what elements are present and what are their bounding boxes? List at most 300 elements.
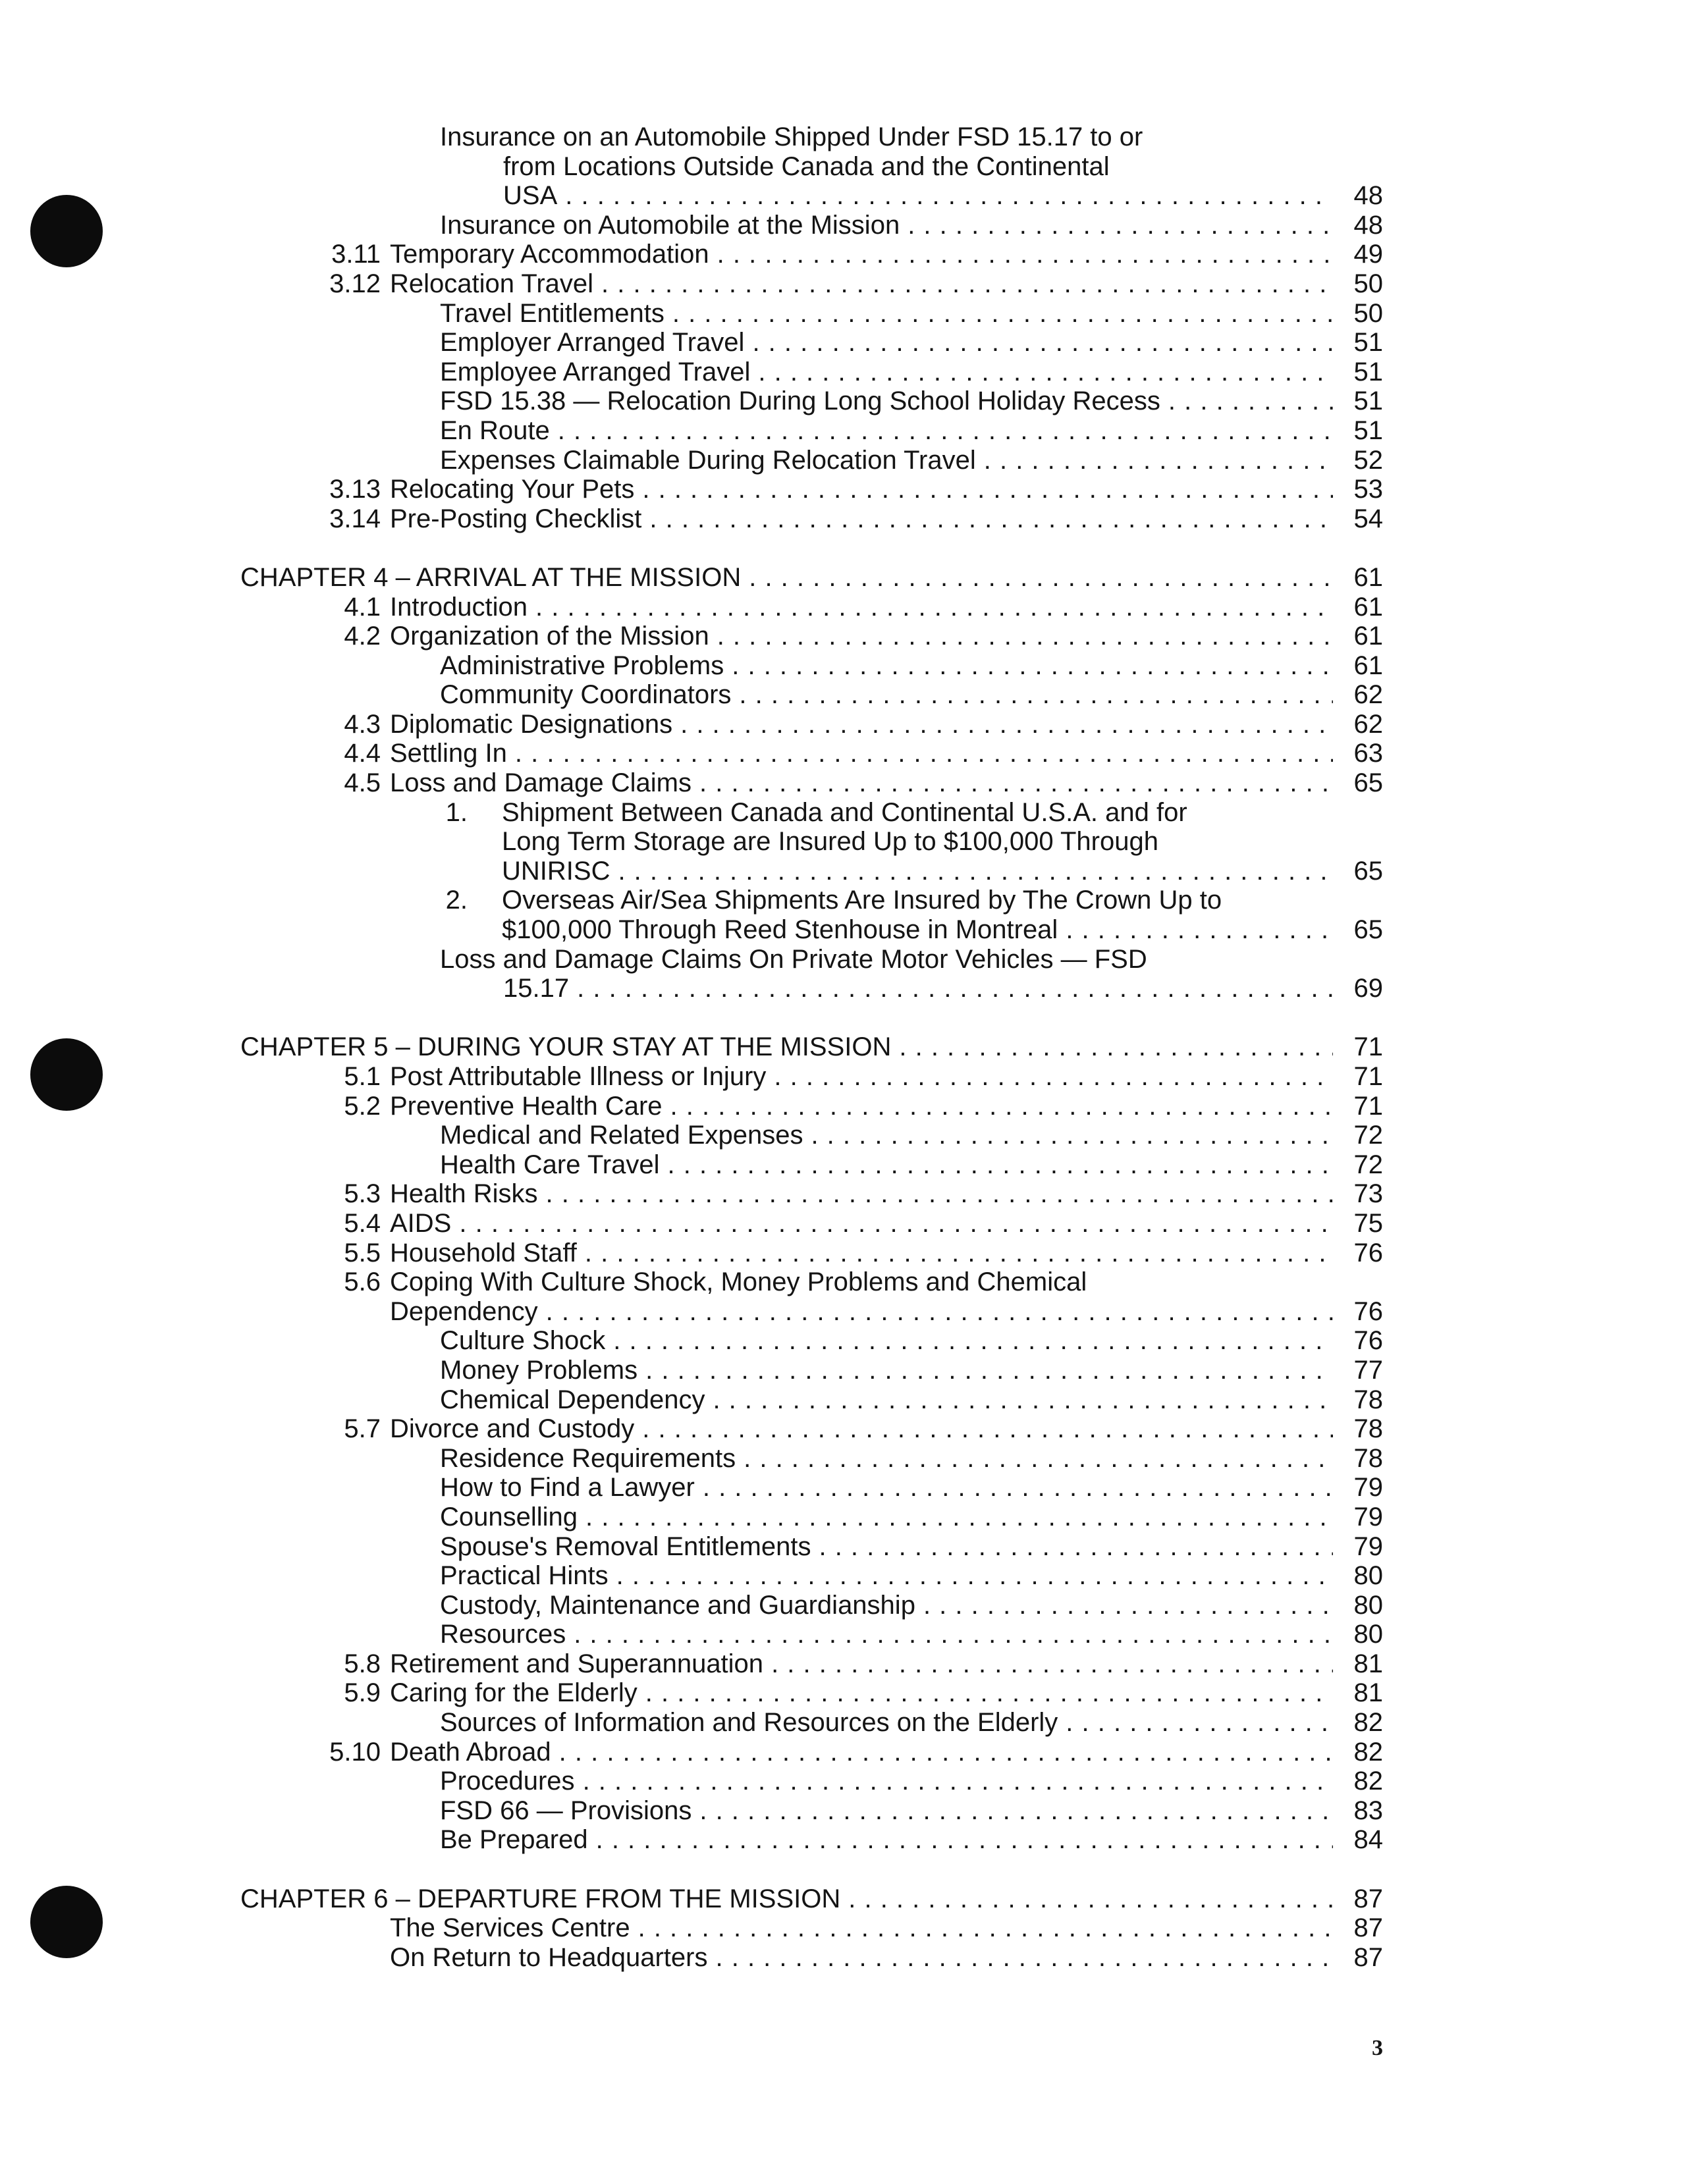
toc-entry <box>440 1356 1333 1385</box>
toc-page-number: 71 <box>1353 1032 1383 1062</box>
dot-leader <box>609 1561 1333 1591</box>
toc-entry-title: Loss and Damage Claims On Private Motor Vehicles — FSD <box>440 944 1147 974</box>
toc-entry <box>240 1884 1333 1914</box>
toc-row <box>0 211 1682 240</box>
toc-page-number: 51 <box>1353 386 1383 416</box>
toc-entry-title: Residence Requirements <box>440 1443 736 1473</box>
toc-section-number: 3.12 <box>329 269 381 298</box>
toc-entry <box>390 593 1333 622</box>
toc-row <box>0 1796 1682 1826</box>
toc-page-number: 76 <box>1353 1326 1383 1356</box>
toc-page-number: 80 <box>1353 1590 1383 1620</box>
toc-page-number: 62 <box>1353 709 1383 739</box>
toc-page-number: 52 <box>1353 445 1383 475</box>
toc-section-number: 5.2 <box>344 1091 381 1121</box>
toc-row <box>0 122 1682 152</box>
toc-entry <box>440 1121 1333 1150</box>
dot-leader <box>569 974 1333 1003</box>
toc-entry-title: How to Find a Lawyer <box>440 1473 695 1503</box>
toc-row <box>0 1092 1682 1121</box>
toc-page-number: 63 <box>1353 739 1383 768</box>
toc-section-number: 5.3 <box>344 1179 381 1209</box>
toc-entry <box>390 1092 1333 1121</box>
dot-leader <box>575 1767 1333 1796</box>
dot-leader <box>659 1150 1333 1180</box>
toc-section-number: 5.7 <box>344 1414 381 1444</box>
toc-row <box>0 1708 1682 1738</box>
dot-leader <box>634 475 1333 504</box>
toc-entry-title: Money Problems <box>440 1355 638 1385</box>
toc-entry <box>440 680 1333 710</box>
toc-entry <box>440 1532 1333 1562</box>
toc-entry-title: FSD 15.38 — Relocation During Long School Holiday Recess <box>440 386 1160 416</box>
toc-entry <box>440 1591 1333 1620</box>
toc-row <box>0 504 1682 534</box>
toc-entry-title: Household Staff <box>390 1238 577 1267</box>
toc-page-number: 61 <box>1353 622 1383 651</box>
toc-section-number: 5.10 <box>329 1737 381 1767</box>
toc-entry <box>390 1179 1333 1209</box>
toc-page-number: 75 <box>1353 1208 1383 1238</box>
toc-row <box>0 328 1682 358</box>
toc-entry-title: Culture Shock <box>440 1326 606 1356</box>
toc-entry <box>440 1767 1333 1796</box>
dot-leader <box>638 1356 1333 1385</box>
toc-entry <box>502 798 1187 828</box>
toc-entry <box>390 1913 1333 1943</box>
toc-entry <box>240 1032 1333 1062</box>
toc-entry <box>440 1385 1333 1415</box>
toc-page-number: 73 <box>1353 1179 1383 1209</box>
dot-leader <box>707 1943 1333 1973</box>
toc-page-number: 87 <box>1353 1913 1383 1943</box>
toc-page-number: 72 <box>1353 1150 1383 1179</box>
toc-entry-title: Divorce and Custody <box>390 1414 635 1444</box>
dot-leader <box>638 1678 1333 1708</box>
toc-row <box>0 358 1682 387</box>
toc-entry <box>390 269 1333 299</box>
dot-leader <box>588 1825 1333 1855</box>
dot-leader <box>766 1062 1333 1092</box>
toc-row <box>0 446 1682 475</box>
toc-entry-title: 15.17 <box>503 974 570 1003</box>
toc-entry-title: Practical Hints <box>440 1561 609 1591</box>
dot-leader <box>692 1796 1333 1826</box>
dot-leader <box>528 593 1333 622</box>
toc-entry <box>440 1444 1333 1474</box>
toc-page-number: 81 <box>1353 1649 1383 1678</box>
toc-page-number: 76 <box>1353 1296 1383 1326</box>
dot-leader <box>507 739 1333 768</box>
toc-page-number: 79 <box>1353 1473 1383 1503</box>
toc-row <box>0 181 1682 211</box>
toc-entry-title: Death Abroad <box>390 1737 551 1767</box>
toc-section-number: 4.1 <box>344 592 381 622</box>
toc-entry-title: Settling In <box>390 739 507 768</box>
toc-entry-title: Relocation Travel <box>390 269 594 298</box>
dot-leader <box>709 240 1333 269</box>
toc-entry <box>503 181 1333 211</box>
toc-entry-title: Introduction <box>390 592 528 622</box>
toc-page-number: 78 <box>1353 1443 1383 1473</box>
dot-leader <box>744 328 1333 358</box>
dot-leader <box>736 1444 1333 1474</box>
toc-entry-title: Shipment Between Canada and Continental U.S.A. and for <box>502 797 1187 827</box>
toc-section-number: 3.14 <box>329 504 381 533</box>
dot-leader <box>750 358 1333 387</box>
toc-page-number: 54 <box>1353 504 1383 533</box>
toc-entry <box>390 1267 1087 1297</box>
dot-leader <box>630 1913 1333 1943</box>
toc-row <box>0 768 1682 798</box>
toc-entry-title: Expenses Claimable During Relocation Travel <box>440 445 976 475</box>
dot-leader <box>692 768 1333 798</box>
toc-row <box>0 1150 1682 1180</box>
dot-leader <box>1058 915 1333 945</box>
toc-row <box>0 1825 1682 1855</box>
toc-entry <box>503 152 1110 182</box>
toc-entry-title: Post Attributable Illness or Injury <box>390 1062 767 1091</box>
toc-row <box>0 1444 1682 1474</box>
toc-row <box>0 1738 1682 1767</box>
toc-page-number: 80 <box>1353 1561 1383 1591</box>
toc-page-number: 61 <box>1353 562 1383 592</box>
dot-leader <box>663 1092 1333 1121</box>
toc-page-number: 69 <box>1353 974 1383 1003</box>
toc-entry-title: Temporary Accommodation <box>390 240 709 269</box>
toc-entry <box>390 1209 1333 1238</box>
toc-entry-title: Employee Arranged Travel <box>440 357 751 386</box>
toc-entry-title: AIDS <box>390 1208 452 1238</box>
dot-leader <box>610 857 1333 886</box>
toc-spacer <box>0 533 1682 563</box>
toc-entry <box>390 240 1333 269</box>
toc-entry-title: Custody, Maintenance and Guardianship <box>440 1590 915 1620</box>
toc-entry-title: Long Term Storage are Insured Up to $100,000 Through <box>502 827 1158 857</box>
toc-entry-title: On Return to Headquarters <box>390 1942 708 1972</box>
toc-section-number: 1. <box>445 797 468 827</box>
toc-entry-title: Preventive Health Care <box>390 1091 663 1121</box>
toc-page-number: 65 <box>1353 768 1383 798</box>
dot-leader <box>705 1385 1333 1415</box>
toc-entry <box>440 1561 1333 1591</box>
toc-row <box>0 651 1682 681</box>
toc-entry-title: $100,000 Through Reed Stenhouse in Montreal <box>502 915 1058 945</box>
toc-entry <box>502 827 1158 857</box>
dot-leader <box>915 1591 1333 1620</box>
toc-entry-title: Procedures <box>440 1767 575 1796</box>
toc-entry-title: Administrative Problems <box>440 651 724 680</box>
toc-spacer <box>0 1003 1682 1033</box>
toc-entry <box>440 1473 1333 1503</box>
toc-section-number: 4.5 <box>344 768 381 798</box>
dot-leader <box>538 1179 1333 1209</box>
toc-row <box>0 1267 1682 1297</box>
toc-section-number: 5.9 <box>344 1678 381 1708</box>
toc-spacer <box>0 1855 1682 1884</box>
toc-section-number: 5.4 <box>344 1208 381 1238</box>
toc-page-number: 84 <box>1353 1825 1383 1855</box>
page-number: 3 <box>1372 2036 1383 2060</box>
toc-entry-title: Dependency <box>390 1296 538 1326</box>
toc-entry-title: En Route <box>440 415 550 445</box>
toc-entry-title: Retirement and Superannuation <box>390 1649 764 1678</box>
toc-page-number: 82 <box>1353 1767 1383 1796</box>
toc-entry-title: Medical and Related Expenses <box>440 1121 803 1150</box>
toc-entry-title: Loss and Damage Claims <box>390 768 692 798</box>
toc-entry-title: Be Prepared <box>440 1825 588 1855</box>
toc-entry-title: Counselling <box>440 1502 578 1531</box>
toc-entry-title: Health Risks <box>390 1179 538 1209</box>
toc-row <box>0 1326 1682 1356</box>
toc-entry <box>440 1708 1333 1738</box>
dot-leader <box>672 710 1333 739</box>
dot-leader <box>891 1032 1333 1062</box>
toc-section-number: 5.1 <box>344 1062 381 1091</box>
toc-page-number: 49 <box>1353 240 1383 269</box>
toc-entry <box>390 475 1333 504</box>
dot-leader <box>578 1503 1333 1532</box>
dot-leader <box>741 563 1333 593</box>
toc-row <box>0 1913 1682 1943</box>
toc-row <box>0 152 1682 182</box>
toc-page-number: 87 <box>1353 1884 1383 1913</box>
toc-row <box>0 1209 1682 1238</box>
toc-entry <box>390 1297 1333 1327</box>
dot-leader <box>593 269 1333 299</box>
toc-page-number: 79 <box>1353 1531 1383 1561</box>
toc-row <box>0 1473 1682 1503</box>
toc-entry-title: Insurance on Automobile at the Mission <box>440 210 900 240</box>
toc-row <box>0 622 1682 651</box>
toc-row <box>0 857 1682 886</box>
toc-entry <box>440 1503 1333 1532</box>
toc-entry-title: Employer Arranged Travel <box>440 328 745 358</box>
toc-page-number: 61 <box>1353 651 1383 680</box>
toc-row <box>0 1532 1682 1562</box>
toc-row <box>0 945 1682 974</box>
toc-page-number: 50 <box>1353 298 1383 328</box>
toc-entry <box>440 1326 1333 1356</box>
toc-entry <box>390 504 1333 534</box>
toc-entry <box>440 446 1333 475</box>
toc-row <box>0 1121 1682 1150</box>
toc-page-number: 48 <box>1353 181 1383 211</box>
toc-entry-title: FSD 66 — Provisions <box>440 1796 692 1825</box>
dot-leader <box>803 1121 1333 1150</box>
toc-entry <box>390 1943 1333 1973</box>
toc-entry-title: Diplomatic Designations <box>390 709 673 739</box>
toc-row <box>0 739 1682 768</box>
dot-leader <box>557 181 1333 211</box>
toc-entry-title: Health Care Travel <box>440 1150 660 1179</box>
toc-page-number: 81 <box>1353 1678 1383 1708</box>
toc-entry <box>390 1678 1333 1708</box>
toc-entry-title: Community Coordinators <box>440 680 732 710</box>
toc-row <box>0 886 1682 915</box>
dot-leader <box>900 211 1333 240</box>
toc-page-number: 72 <box>1353 1121 1383 1150</box>
toc-entry-title: Sources of Information and Resources on the Elderly <box>440 1708 1058 1738</box>
toc-row <box>0 710 1682 739</box>
toc-page-number: 53 <box>1353 475 1383 504</box>
toc-row <box>0 240 1682 269</box>
toc-chapter-row <box>0 563 1682 593</box>
toc-entry <box>440 328 1333 358</box>
toc-entry-title: from Locations Outside Canada and the Continental <box>503 151 1110 181</box>
toc-entry <box>390 1414 1333 1444</box>
toc-page-number: 80 <box>1353 1620 1383 1649</box>
toc-section-number: 4.2 <box>344 622 381 651</box>
toc-entry <box>440 651 1333 681</box>
toc-row <box>0 1238 1682 1268</box>
toc-entry <box>390 768 1333 798</box>
toc-section-number: 4.4 <box>344 739 381 768</box>
toc-entry-title: UNIRISC <box>502 856 610 886</box>
dot-leader <box>451 1209 1333 1238</box>
toc-page-number: 65 <box>1353 915 1383 945</box>
toc-entry <box>502 857 1333 886</box>
toc-entry-title: Caring for the Elderly <box>390 1678 638 1708</box>
toc-row <box>0 269 1682 299</box>
toc-entry <box>440 1796 1333 1826</box>
toc-entry <box>390 739 1333 768</box>
toc-row <box>0 1414 1682 1444</box>
toc-page-number: 71 <box>1353 1091 1383 1121</box>
toc-section-number: 3.11 <box>331 240 381 269</box>
toc-row <box>0 1356 1682 1385</box>
toc-entry-title: Spouse's Removal Entitlements <box>440 1531 811 1561</box>
toc-entry-title: CHAPTER 4 – ARRIVAL AT THE MISSION <box>240 562 742 592</box>
toc-row <box>0 1503 1682 1532</box>
toc-row <box>0 1620 1682 1649</box>
toc-entry <box>240 563 1333 593</box>
toc-section-number: 2. <box>445 886 468 915</box>
dot-leader <box>763 1649 1333 1679</box>
toc-page-number: 62 <box>1353 680 1383 710</box>
toc-entry-title: Resources <box>440 1620 566 1649</box>
toc-entry <box>440 1620 1333 1649</box>
toc-page-number: 76 <box>1353 1238 1383 1267</box>
toc-page-number: 51 <box>1353 357 1383 386</box>
toc-row <box>0 974 1682 1003</box>
toc-row <box>0 798 1682 828</box>
toc-row <box>0 1062 1682 1092</box>
toc-page-number: 71 <box>1353 1062 1383 1091</box>
toc-chapter-row <box>0 1884 1682 1914</box>
toc-page-number: 51 <box>1353 415 1383 445</box>
toc-entry-title: Organization of the Mission <box>390 622 709 651</box>
toc-row <box>0 1591 1682 1620</box>
toc-entry <box>502 886 1222 915</box>
toc-entry <box>390 622 1333 651</box>
toc-page-number: 48 <box>1353 210 1383 240</box>
toc-row <box>0 915 1682 945</box>
toc-page-number: 51 <box>1353 328 1383 358</box>
toc-page-number: 50 <box>1353 269 1383 298</box>
toc-row <box>0 475 1682 504</box>
toc-row <box>0 1649 1682 1679</box>
toc-entry <box>440 386 1333 416</box>
toc-section-number: 5.8 <box>344 1649 381 1678</box>
toc-section-number: 5.5 <box>344 1238 381 1267</box>
toc-entry <box>390 1649 1333 1679</box>
toc-entry <box>440 299 1333 329</box>
toc-section-number: 3.13 <box>329 475 381 504</box>
toc-row <box>0 827 1682 857</box>
toc-page-number: 79 <box>1353 1502 1383 1531</box>
dot-leader <box>1058 1708 1333 1738</box>
toc-row <box>0 1297 1682 1327</box>
toc-page-number: 82 <box>1353 1737 1383 1767</box>
toc-entry-title: Relocating Your Pets <box>390 475 635 504</box>
dot-leader <box>840 1884 1333 1914</box>
table-of-contents <box>0 122 1682 1972</box>
dot-leader <box>709 622 1333 651</box>
dot-leader <box>566 1620 1333 1649</box>
dot-leader <box>976 446 1333 475</box>
dot-leader <box>1160 386 1333 416</box>
toc-page-number: 78 <box>1353 1385 1383 1414</box>
toc-entry <box>502 915 1333 945</box>
dot-leader <box>577 1238 1333 1268</box>
dot-leader <box>811 1532 1333 1562</box>
toc-entry-title: The Services Centre <box>390 1913 630 1943</box>
toc-section-number: 4.3 <box>344 709 381 739</box>
toc-entry <box>440 416 1333 446</box>
toc-row <box>0 1767 1682 1796</box>
toc-entry-title: Travel Entitlements <box>440 298 665 328</box>
toc-row <box>0 1179 1682 1209</box>
toc-entry-title: Coping With Culture Shock, Money Problems and Chemical <box>390 1267 1087 1297</box>
toc-entry-title: Chemical Dependency <box>440 1385 705 1414</box>
toc-entry-title: Pre-Posting Checklist <box>390 504 642 533</box>
dot-leader <box>551 1738 1333 1767</box>
dot-leader <box>731 680 1333 710</box>
toc-entry <box>440 358 1333 387</box>
toc-page-number: 83 <box>1353 1796 1383 1825</box>
toc-row <box>0 1385 1682 1415</box>
dot-leader <box>605 1326 1333 1356</box>
toc-page-number: 65 <box>1353 856 1383 886</box>
toc-row <box>0 1943 1682 1973</box>
toc-entry-title: USA <box>503 181 558 211</box>
toc-entry <box>440 211 1333 240</box>
toc-page-number: 61 <box>1353 592 1383 622</box>
toc-row <box>0 1678 1682 1708</box>
dot-leader <box>641 504 1333 534</box>
dot-leader <box>695 1473 1333 1503</box>
toc-page-number: 78 <box>1353 1414 1383 1444</box>
toc-entry <box>440 1150 1333 1180</box>
toc-entry-title: CHAPTER 5 – DURING YOUR STAY AT THE MISSION <box>240 1032 892 1062</box>
dot-leader <box>665 299 1333 329</box>
dot-leader <box>724 651 1333 681</box>
toc-entry <box>440 122 1143 152</box>
toc-entry-title: Overseas Air/Sea Shipments Are Insured by The Crown Up to <box>502 886 1222 915</box>
toc-page-number: 82 <box>1353 1708 1383 1738</box>
toc-row <box>0 593 1682 622</box>
toc-row <box>0 386 1682 416</box>
toc-section-number: 5.6 <box>344 1267 381 1297</box>
toc-entry <box>390 1738 1333 1767</box>
toc-row <box>0 680 1682 710</box>
toc-entry <box>390 1238 1333 1268</box>
toc-entry <box>390 1062 1333 1092</box>
toc-entry <box>390 710 1333 739</box>
dot-leader <box>550 416 1333 446</box>
toc-entry <box>503 974 1333 1003</box>
